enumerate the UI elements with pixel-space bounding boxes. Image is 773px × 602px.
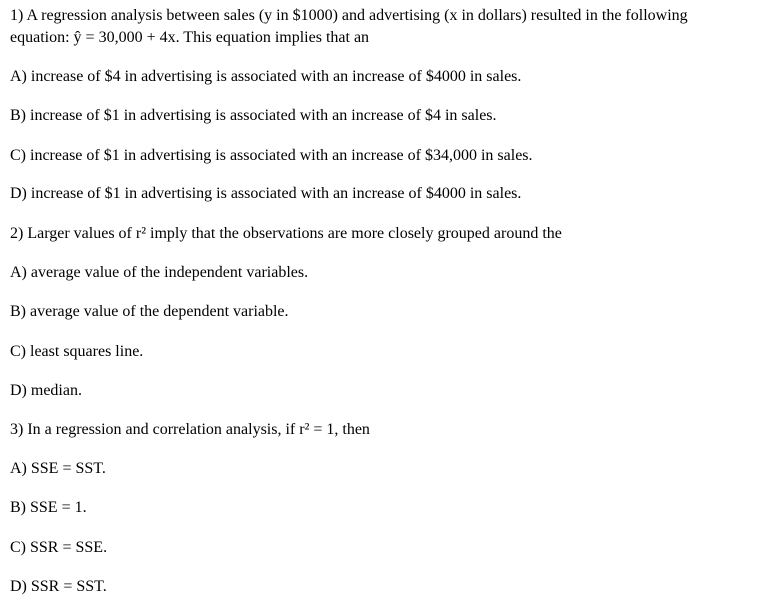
question-2-option-c: C) least squares line. [10,343,144,360]
question-3-option-b: B) SSE = 1. [10,499,87,516]
question-3-stem: 3) In a regression and correlation analysis, if r² = 1, then [10,421,370,438]
question-1-option-d: D) increase of $1 in advertising is associated with an increase of $4000 in sales. [10,185,522,202]
question-2-stem: 2) Larger values of r² imply that the observations are more closely grouped around the [10,225,562,242]
question-2-option-b: B) average value of the dependent variable. [10,303,289,320]
question-3-option-a: A) SSE = SST. [10,460,106,477]
question-3-option-c: C) SSR = SSE. [10,539,108,556]
question-1-option-c: C) increase of $1 in advertising is associated with an increase of $34,000 in sales. [10,147,533,164]
question-1-option-a: A) increase of $4 in advertising is associated with an increase of $4000 in sales. [10,68,522,85]
question-3-option-d: D) SSR = SST. [10,578,107,595]
question-1-stem-line-2: equation: ŷ = 30,000 + 4x. This equation implies that an [10,29,370,46]
question-2-option-d: D) median. [10,382,82,399]
question-2-option-a: A) average value of the independent variables. [10,264,309,281]
question-1-option-b: B) increase of $1 in advertising is associated with an increase of $4 in sales. [10,107,497,124]
question-1-stem-line-1: 1) A regression analysis between sales (y in $1000) and advertising (x in dollars) resulted in the following [10,7,688,24]
